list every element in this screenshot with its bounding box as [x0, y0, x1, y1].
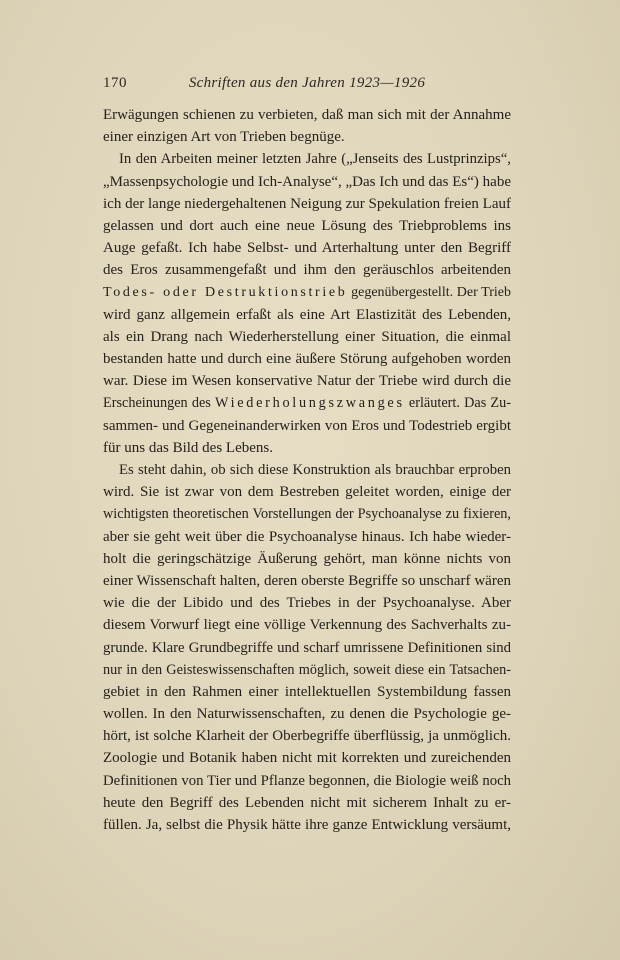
text-line: wollen. In den Naturwissenschaften, zu denen die Psychologie ge- — [103, 706, 511, 723]
text-line — [103, 282, 511, 304]
text-segment: Erscheinungen des — [103, 395, 216, 412]
text-line: gebiet in den Rahmen einer intellektuellen Systembildung fassen — [103, 683, 511, 700]
text-line: Es steht dahin, ob sich diese Konstruktion als brauchbar erproben — [119, 462, 511, 478]
text-line — [103, 392, 511, 414]
text-line: war. Diese im Wesen konservative Natur der Triebe wird durch die — [103, 373, 511, 390]
text-segment: erläutert. Das Zu- — [404, 395, 511, 412]
text-line: diesem Vorwurf liegt eine völlige Verkennung des Sachverhalts zu- — [103, 617, 511, 634]
text-line: einer einzigen Art von Trieben begnüge. — [103, 129, 345, 146]
text-line: wie die der Libido und des Triebes in der Psychoanalyse. Aber — [103, 595, 511, 612]
emphasized-term: Todes- oder Destruktionstrieb — [103, 284, 348, 300]
text-line: einer Wissenschaft halten, deren oberste Begriffe so unscharf wären — [103, 572, 511, 589]
text-line: „Massenpsychologie und Ich-Analyse“, „Das Ich und das Es“) habe — [103, 173, 511, 190]
text-line: Erwägungen schienen zu verbieten, daß man sich mit der Annahme — [103, 107, 511, 123]
running-head: Schriften aus den Jahren 1923—1926 — [188, 75, 426, 91]
text-line: sammen- und Gegeneinanderwirken von Eros und Todestrieb ergibt — [103, 417, 511, 434]
text-line: Zoologie und Botanik haben nicht mit korrekten und zureichenden — [103, 750, 511, 767]
body-text — [103, 104, 511, 836]
text-line: aber sie geht weit über die Psychoanalyse hinaus. Ich habe wieder- — [103, 528, 511, 545]
text-line: wird ganz allgemein erfaßt als eine Art Elastizität des Lebenden, — [103, 306, 511, 323]
text-line: bestanden hatte und durch eine äußere Störung aufgehoben worden — [103, 351, 511, 368]
text-segment: gegenübergestellt. Der Trieb — [347, 284, 511, 300]
text-line: wird. Sie ist zwar von dem Bestreben geleitet worden, einige der — [103, 484, 511, 501]
text-line: In den Arbeiten meiner letzten Jahre („Jenseits des Lustprinzips“, — [119, 151, 511, 168]
text-line: heute den Begriff des Lebenden nicht mit sicherem Inhalt zu er- — [103, 794, 511, 811]
text-line: Definitionen von Tier und Pflanze begonnen, die Biologie weiß noch — [103, 772, 511, 789]
emphasized-term: Wiederholungszwanges — [215, 395, 405, 412]
text-line: ich der lange niedergehaltenen Neigung zur Spekulation freien Lauf — [103, 195, 511, 212]
text-line: wichtigsten theoretischen Vorstellungen der Psychoanalyse zu fixieren, — [103, 506, 511, 523]
text-line: füllen. Ja, selbst die Physik hätte ihre ganze Entwicklung versäumt, — [103, 817, 511, 833]
text-line: Auge gefaßt. Ich habe Selbst- und Arterhaltung unter den Begriff — [103, 240, 511, 257]
text-line: als ein Drang nach Wiederherstellung einer Situation, die einmal — [103, 328, 511, 345]
text-line: hört, ist solche Klarheit der Oberbegriffe überflüssig, ja unmöglich. — [103, 728, 511, 745]
text-line: holt die geringschätzige Äußerung gehört, man könne nichts von — [103, 550, 511, 567]
text-line: gelassen und dort auch eine neue Lösung des Triebproblems ins — [103, 217, 511, 234]
page-number: 170 — [103, 75, 127, 91]
text-line: für uns das Bild des Lebens. — [103, 439, 273, 456]
text-line: des Eros zusammengefaßt und ihm den geräuschlos arbeitenden — [103, 262, 511, 279]
page-header — [103, 73, 511, 93]
text-line: nur in den Geisteswissenschaften möglich, soweit diese ein Tatsachen- — [103, 661, 511, 678]
text-line: grunde. Klare Grundbegriffe und scharf umrissene Definitionen sind — [103, 639, 511, 656]
